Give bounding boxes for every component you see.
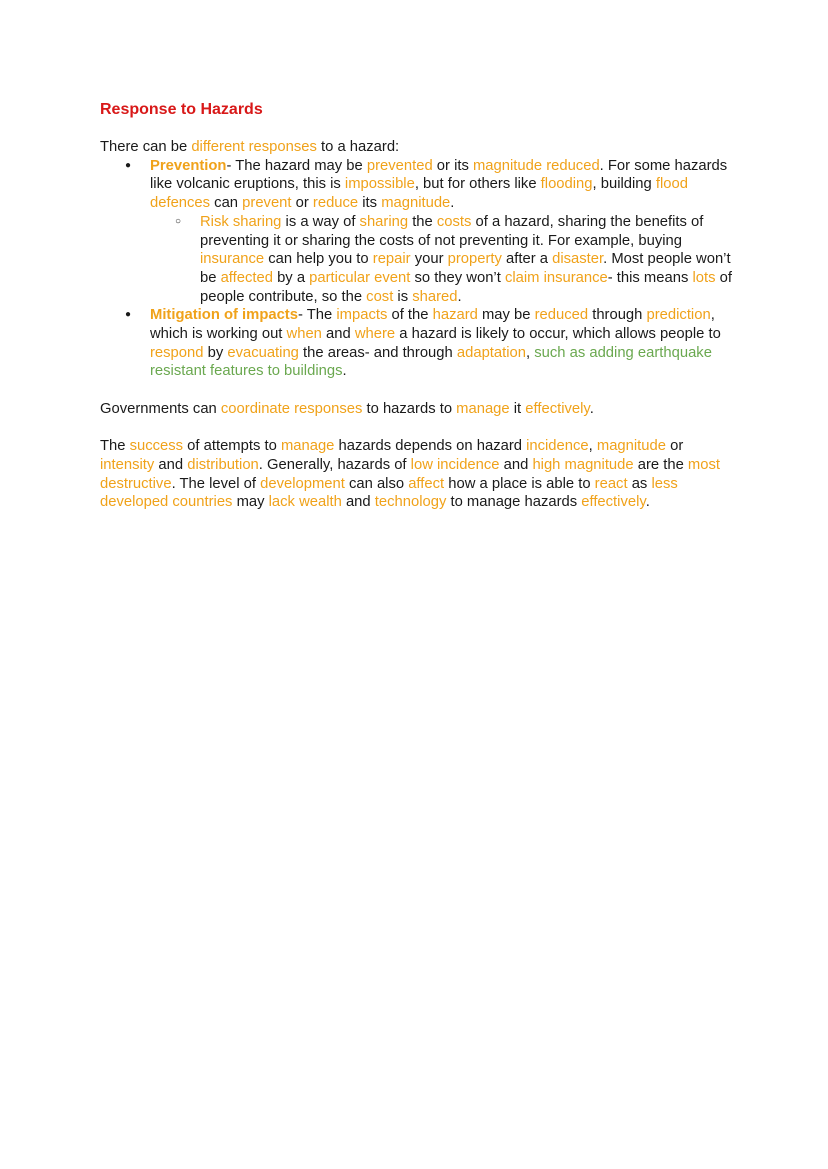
- responses-list: [100, 157, 740, 381]
- list-item-mitigation: ● Mitigation of impacts- The impacts of the hazard may be reduced through prediction, which is working out when and where a hazard is likely to occur, which allows people to respond by evacuating the areas- and through adaptation, such as adding earthquake resistant features to buildings.: [150, 306, 740, 381]
- list-item-prevention: ● Prevention- The hazard may be prevented or its magnitude reduced. For some hazards like volcanic eruptions, this is impossible, but for others like flooding, building flood defences can prevent or reduce its magnitude. ○ Risk sharing is a way of sharing the costs of a hazard, sharing the benefits of preventing it or sharing the costs of not preventing it. For example, buying insurance can help you to repair your property after a disaster. Most people won’t be affected by a particular event so they won’t claim insurance- this means lots of people contribute, so the cost is shared.: [150, 157, 740, 307]
- page-title: Response to Hazards: [100, 101, 263, 118]
- prevention-sublist: [150, 213, 740, 307]
- mitigation-label: Mitigation of impacts: [150, 307, 298, 324]
- list-item-risk-sharing: ○ Risk sharing is a way of sharing the costs of a hazard, sharing the benefits of preventing it or sharing the costs of not preventing it. For example, buying insurance can help you to repair your property after a disaster. Most people won’t be affected by a particular event so they won’t claim insurance- this means lots of people contribute, so the cost is shared.: [200, 213, 740, 307]
- intro-paragraph: There can be different responses to a hazard:: [100, 139, 400, 155]
- governments-paragraph: Governments can coordinate responses to hazards to manage it effectively.: [100, 400, 594, 417]
- document-page: [100, 100, 740, 512]
- prevention-label: Prevention: [150, 157, 227, 174]
- success-paragraph: The success of attempts to manage hazards depends on hazard incidence, magnitude or intensity and distribution. Generally, hazards of low incidence and high magnitude are the most destructive. The level of development can also affect how a place is able to react as less developed countries may lack wealth and technology to manage hazards effectively.: [100, 438, 720, 511]
